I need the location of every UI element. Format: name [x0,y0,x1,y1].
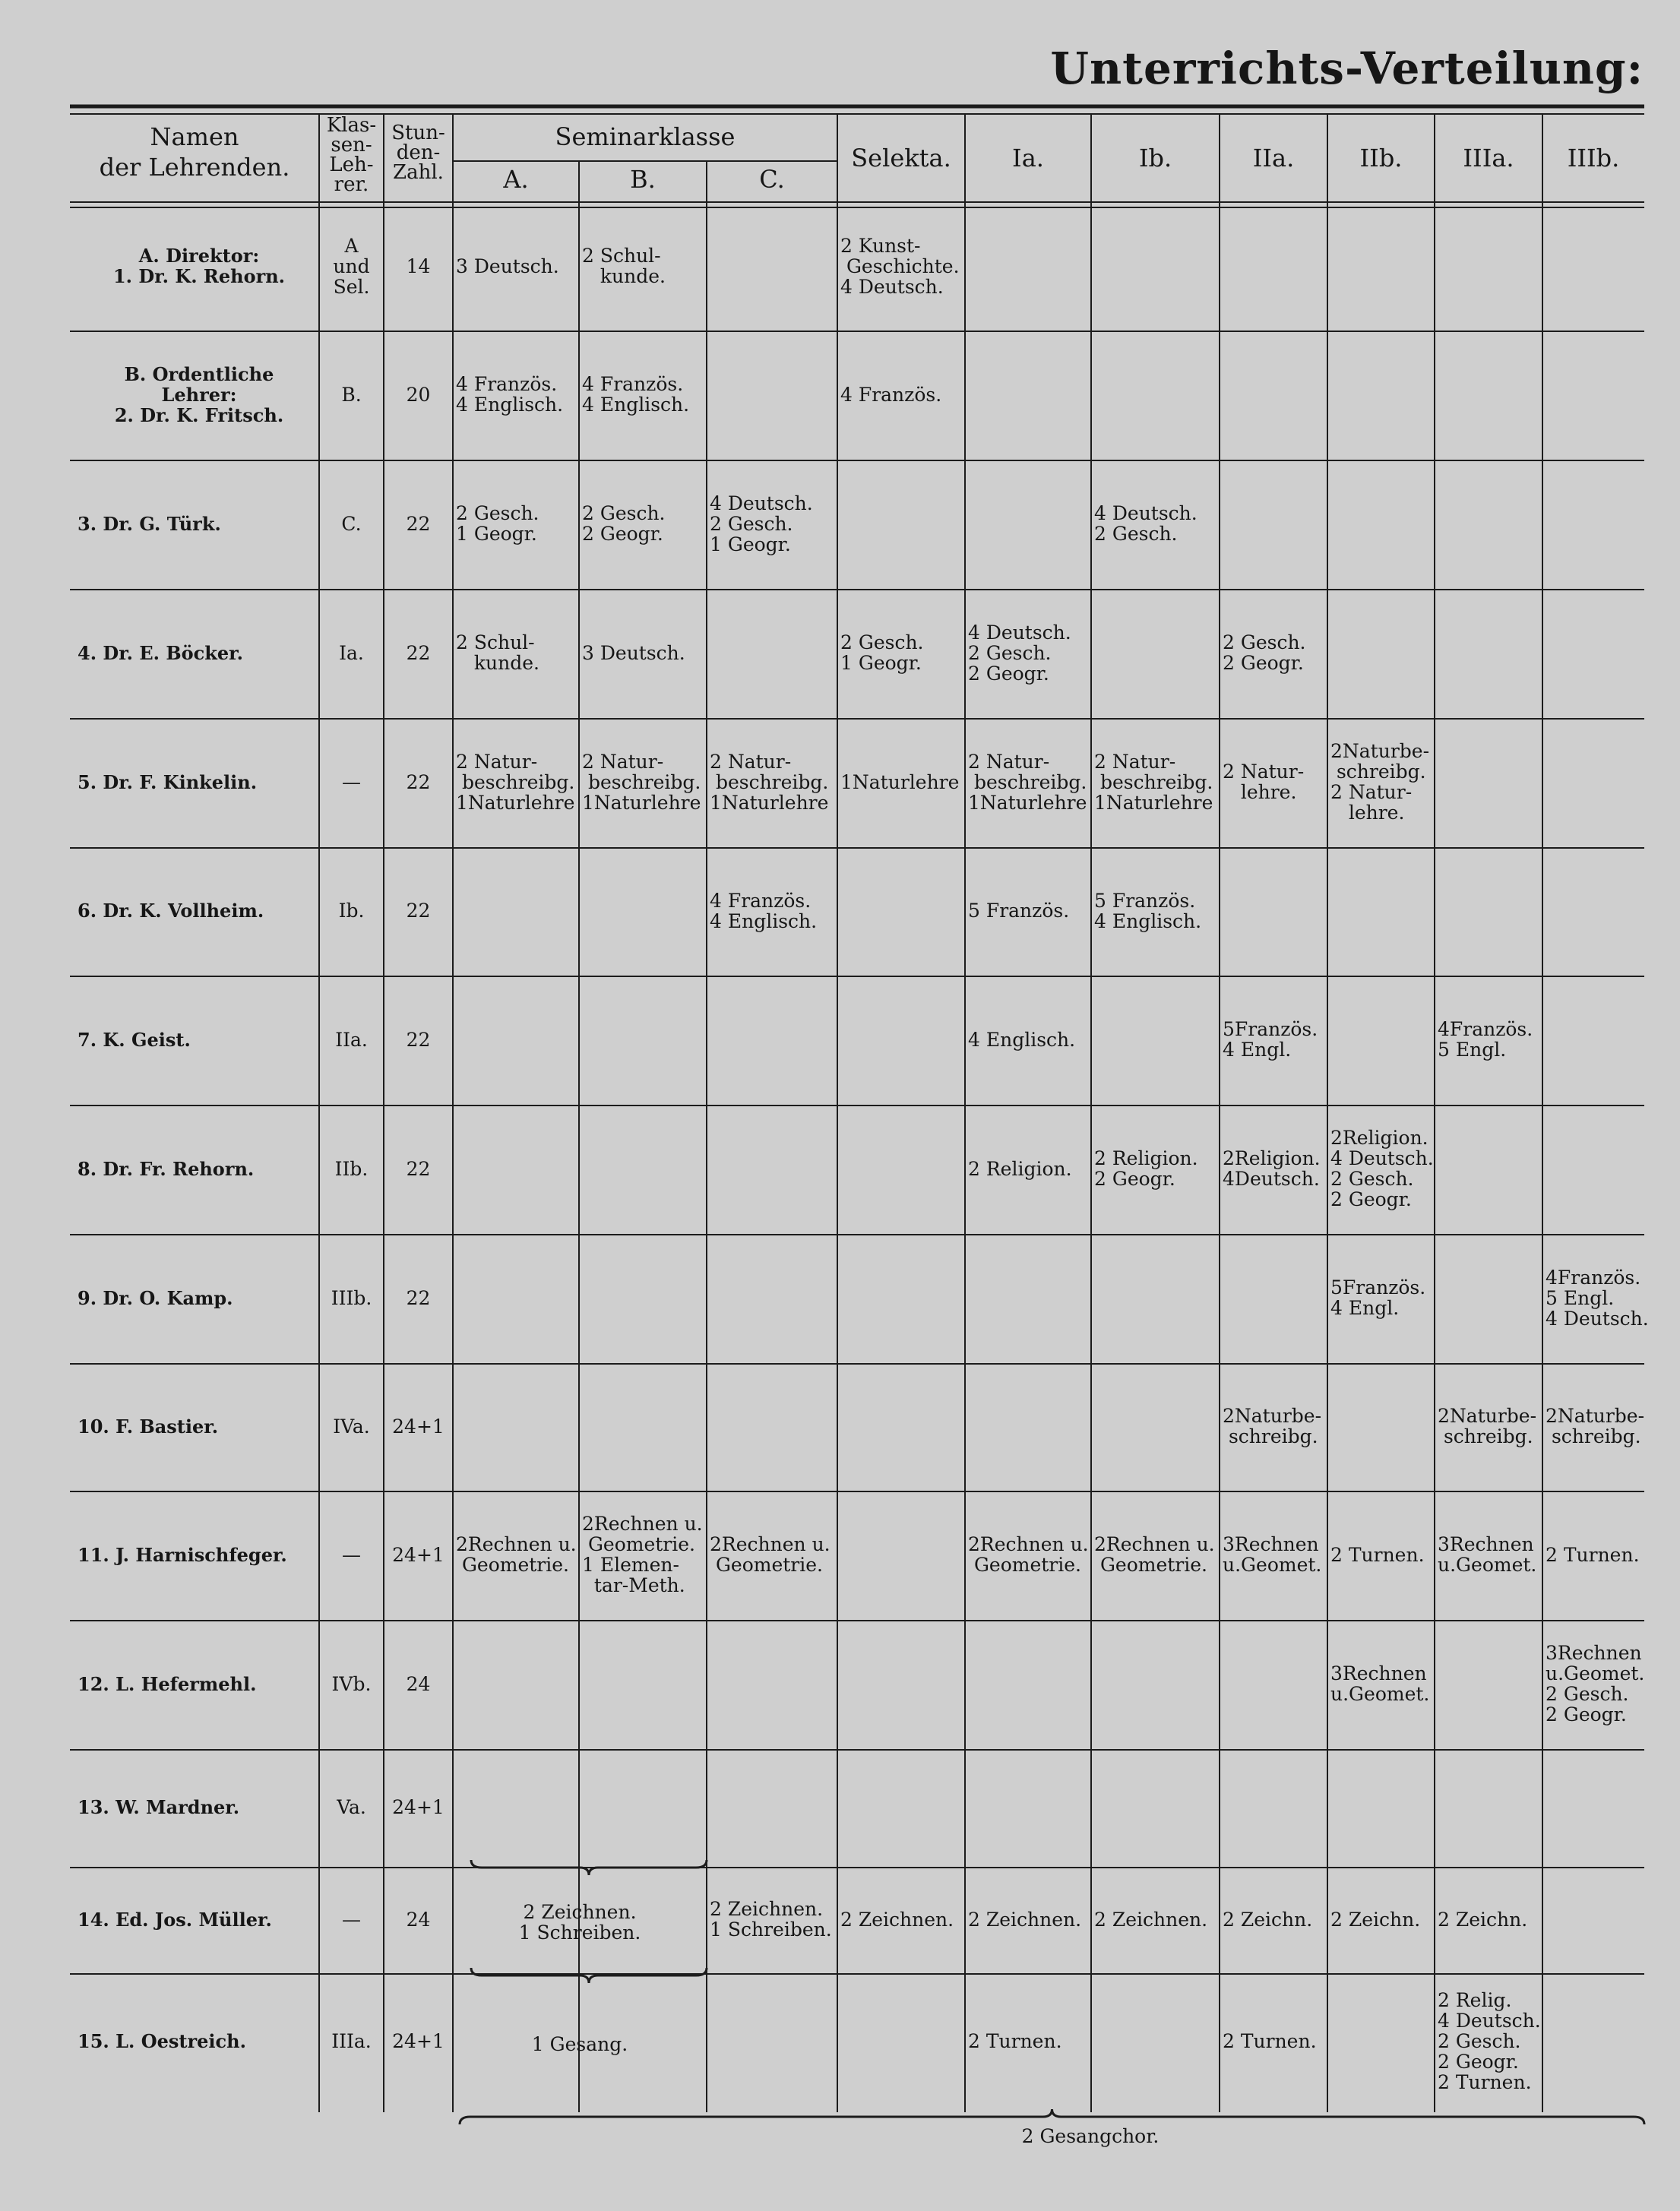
header-iiia: IIIa. [1463,144,1514,172]
cell-iib: 2 Turnen. [1330,1543,1425,1566]
cell-std: 22 [406,1286,431,1309]
cell-ib: 5 Französ. 4 Englisch. [1094,889,1202,932]
cell-ib: 2 Religion. 2 Geogr. [1094,1147,1198,1190]
cell-iiia: 2 Zeichn. [1438,1908,1528,1931]
header-ib: Ib. [1138,144,1172,172]
cell-kl: — [342,770,361,793]
cell-name: B. Ordentliche Lehrer: 2. Dr. K. Fritsch. [114,362,284,426]
cell-name: 15. L. Oestreich. [78,2029,246,2052]
cell-std: 22 [406,641,431,664]
footer-gesangchor: 2 Gesangchor. [1021,2125,1160,2147]
header-sem-a: A. [503,165,529,194]
cell-a: 3 Deutsch. [456,255,559,277]
cell-iib: 2Naturbe- schreibg. 2 Natur- lehre. [1330,740,1430,824]
cell-name: 11. J. Harnischfeger. [78,1543,287,1566]
cell-sel: 2 Gesch. 1 Geogr. [840,631,924,674]
brace-gesang [471,1968,707,1983]
cell-kl: Ib. [338,900,365,922]
cell-name: 12. L. Hefermehl. [78,1672,257,1695]
header-ia: Ia. [1012,144,1044,172]
cell-a: 2Rechnen u. Geometrie. [456,1533,577,1576]
cell-iia: 2Religion. 4Deutsch. [1223,1147,1321,1190]
cell-std: 20 [406,383,431,406]
cell-name: 5. Dr. F. Kinkelin. [78,770,258,793]
cell-kl: IIa. [335,1028,368,1051]
cell-std: 24 [406,1672,431,1695]
cell-ia: 4 Deutsch. 2 Gesch. 2 Geogr. [968,621,1071,685]
cell-c: 4 Deutsch. 2 Gesch. 1 Geogr. [710,492,813,555]
cell-name: 13. W. Mardner. [78,1796,240,1818]
cell-ia: 2 Natur- beschreibg. 1Naturlehre [968,750,1087,814]
cell-std: 24+1 [392,2029,445,2052]
cell-name: 6. Dr. K. Vollheim. [78,900,264,922]
cell-sel: 1Naturlehre [840,770,960,793]
cell-name: 4. Dr. E. Böcker. [78,641,243,664]
cell-iib: 2Religion. 4 Deutsch. 2 Gesch. 2 Geogr. [1330,1127,1434,1210]
cell-kl: A und Sel. [333,234,370,298]
cell-a: 2 Gesch. 1 Geogr. [456,502,539,545]
cell-iiib: 2Naturbe- schreibg. [1546,1405,1645,1447]
cell-ia: 4 Englisch. [968,1028,1076,1051]
header-stundenzahl: Stun- den- Zahl. [391,122,445,184]
header-namen: Namen der Lehrenden. [99,122,290,182]
cell-iia: 2 Turnen. [1223,2029,1317,2052]
cell-std: 24+1 [392,1543,445,1566]
cell-ib: 2 Zeichnen. [1094,1908,1208,1931]
cell-std: 22 [406,900,431,922]
cell-kl: IVa. [333,1415,370,1438]
cell-iiib: 3Rechnen u.Geomet. 2 Gesch. 2 Geogr. [1546,1642,1645,1725]
cell-seminar-ab: 2 Zeichnen. 1 Schreiben. [518,1901,641,1944]
cell-b: 2 Schul- kunde. [582,245,666,287]
cell-iia: 2 Natur- lehre. [1223,761,1305,803]
page-title: Unterrichts-Verteilung: [1050,43,1644,94]
cell-iiia: 3Rechnen u.Geomet. [1438,1533,1537,1576]
cell-name: 8. Dr. Fr. Rehorn. [78,1157,255,1180]
cell-std: 22 [406,1157,431,1180]
cell-kl: — [342,1543,361,1566]
cell-kl: B. [341,383,362,406]
header-seminarklasse: Seminarklasse [555,122,736,151]
cell-a: 2 Schul- kunde. [456,631,539,674]
cell-iib: 5Französ. 4 Engl. [1330,1276,1426,1319]
cell-sel: 4 Französ. [840,383,942,406]
cell-kl: — [342,1908,361,1931]
cell-b: 4 Französ. 4 Englisch. [582,373,690,416]
cell-ib: 2Rechnen u. Geometrie. [1094,1533,1215,1576]
cell-c: 4 Französ. 4 Englisch. [710,889,818,932]
header-sem-b: B. [630,165,656,194]
cell-b: 2Rechnen u. Geometrie. 1 Elemen- tar-Meth. [582,1513,703,1596]
cell-kl: Ia. [339,641,364,664]
cell-std: 22 [406,512,431,535]
cell-kl: IVb. [331,1672,372,1695]
cell-ia: 2 Zeichnen. [968,1908,1082,1931]
cell-c: 2 Natur- beschreibg. 1Naturlehre [710,750,829,814]
cell-std: 22 [406,1028,431,1051]
cell-kl: IIIb. [331,1286,372,1309]
cell-c: 2Rechnen u. Geometrie. [710,1533,831,1576]
cell-name: 3. Dr. G. Türk. [78,512,221,535]
header-iib: IIb. [1359,144,1403,172]
cell-c: 2 Zeichnen. 1 Schreiben. [710,1898,832,1941]
cell-seminar-ab: 1 Gesang. [531,2032,628,2055]
cell-std: 14 [406,255,431,277]
header-klassenlehrer: Klas- sen- Leh- rer. [326,114,377,196]
cell-iia: 5Französ. 4 Engl. [1223,1018,1318,1061]
cell-name: A. Direktor: 1. Dr. K. Rehorn. [112,245,286,287]
cell-name: 10. F. Bastier. [78,1415,219,1438]
cell-a: 2 Natur- beschreibg. 1Naturlehre [456,750,575,814]
cell-kl: C. [341,512,362,535]
cell-b: 2 Natur- beschreibg. 1Naturlehre [582,750,701,814]
header-iia: IIa. [1252,144,1295,172]
cell-iib: 2 Zeichn. [1330,1908,1421,1931]
cell-std: 22 [406,770,431,793]
cell-kl: Va. [337,1796,366,1818]
cell-ib: 4 Deutsch. 2 Gesch. [1094,502,1198,545]
cell-kl: IIb. [334,1157,369,1180]
cell-sel: 2 Zeichnen. [840,1908,954,1931]
cell-ia: 5 Französ. [968,900,1070,922]
cell-iia: 2Naturbe- schreibg. [1223,1405,1322,1447]
cell-iiia: 2Naturbe- schreibg. [1438,1405,1537,1447]
cell-ia: 2 Religion. [968,1157,1072,1180]
cell-std: 24+1 [392,1796,445,1818]
header-iiib: IIIb. [1567,144,1620,172]
cell-name: 9. Dr. O. Kamp. [78,1286,233,1309]
cell-a: 4 Französ. 4 Englisch. [456,373,564,416]
cell-iiia: 2 Relig. 4 Deutsch. 2 Gesch. 2 Geogr. 2 Turnen. [1438,1988,1541,2093]
cell-b: 2 Gesch. 2 Geogr. [582,502,666,545]
header-sem-c: C. [759,165,785,194]
cell-iib: 3Rechnen u.Geomet. [1330,1662,1430,1705]
header-selekta: Selekta. [851,144,951,172]
cell-iia: 2 Zeichn. [1223,1908,1313,1931]
cell-name: 7. K. Geist. [78,1028,191,1051]
cell-iia: 2 Gesch. 2 Geogr. [1223,631,1306,674]
cell-iia: 3Rechnen u.Geomet. [1223,1533,1322,1576]
cell-b: 3 Deutsch. [582,641,685,664]
cell-ia: 2 Turnen. [968,2029,1062,2052]
cell-iiia: 4Französ. 5 Engl. [1438,1018,1533,1061]
cell-std: 24+1 [392,1415,445,1438]
cell-iiib: 4Französ. 5 Engl. 4 Deutsch. [1546,1266,1649,1330]
cell-std: 24 [406,1908,431,1931]
cell-ib: 2 Natur- beschreibg. 1Naturlehre [1094,750,1213,814]
cell-kl: IIIa. [331,2029,372,2052]
cell-iiib: 2 Turnen. [1546,1543,1640,1566]
cell-ia: 2Rechnen u. Geometrie. [968,1533,1089,1576]
cell-name: 14. Ed. Jos. Müller. [78,1908,272,1931]
brace-gesangchor [460,2109,1644,2124]
cell-sel: 2 Kunst- Geschichte. 4 Deutsch. [840,234,960,298]
